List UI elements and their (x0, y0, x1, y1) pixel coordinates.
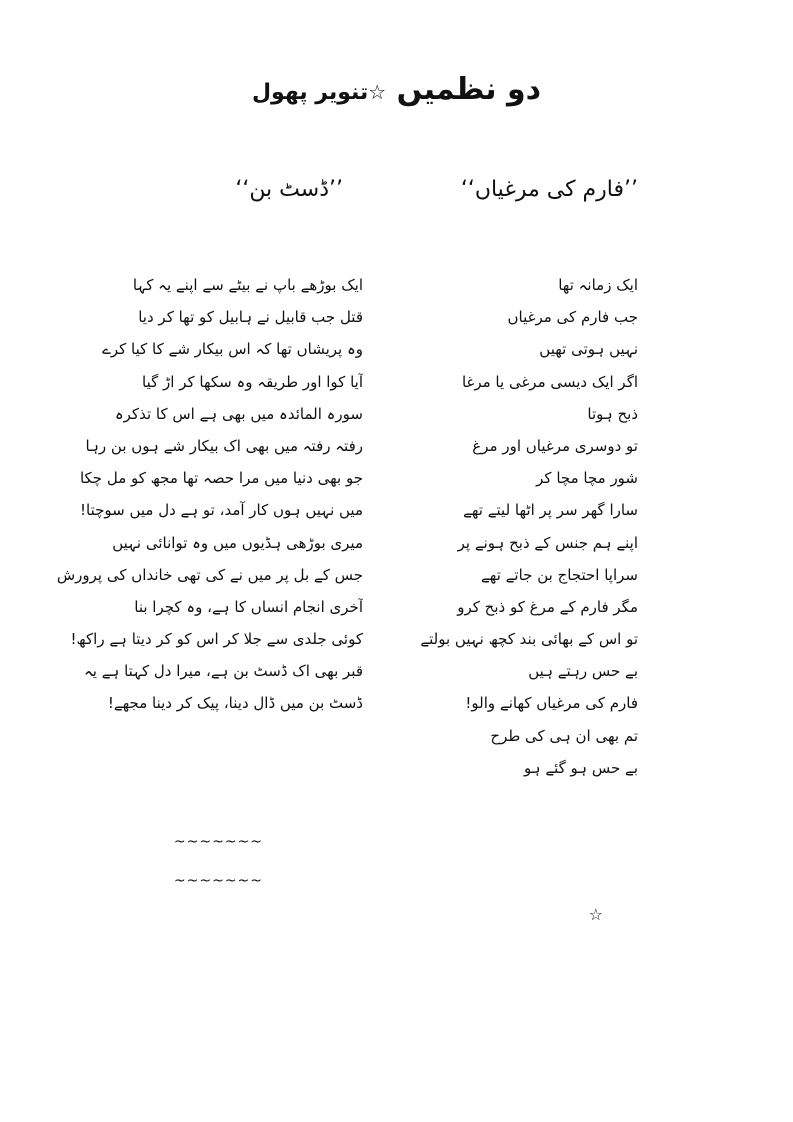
poem-line: میں نہیں ہوں کار آمد، تو ہے دل میں سوچتا! (80, 501, 363, 520)
poem-line: رفتہ رفتہ میں بھی اک بیکار شے ہوں بن رہا (85, 436, 363, 455)
section-separator: ~~~~~~~ (173, 834, 263, 850)
star-icon: ☆ (588, 905, 603, 924)
poem-line: جو بھی دنیا میں مرا حصہ تھا مجھ کو مل چکا (79, 469, 363, 488)
author-name: تنویر پھول (251, 80, 369, 105)
poem-line: بے حس ہو گئے ہو (524, 758, 638, 777)
poem-line: تو اس کے بھائی بند کچھ نہیں بولتے (420, 630, 638, 649)
poem-line: اپنے ہم جنس کے ذبح ہونے پر (457, 533, 638, 552)
poem-line: نہیں ہوتی تھیں (539, 340, 638, 359)
poem-line: سراپا احتجاج بن جاتے تھے (480, 565, 638, 584)
poem-line: سارا گھر سر پر اٹھا لیتے تھے (463, 501, 638, 520)
poem-line: آخری انجام انساں کا ہے، وہ کچرا بنا (134, 597, 363, 616)
poem-line: شور مچا مچا کر (536, 469, 638, 488)
poem-line: فارم کی مرغیاں کھانے والو! (465, 694, 638, 713)
star-icon: ☆ (368, 80, 387, 104)
poem-line: ایک زمانہ تھا (558, 276, 638, 294)
poem-line: مگر فارم کے مرغ کو ذبح کرو (457, 597, 638, 616)
poem-lines (338, 273, 638, 788)
poem-title: ’’فارم کی مرغیاں‘‘ (460, 177, 638, 202)
poem-line: ذبح ہوتا (587, 404, 638, 423)
poem-line: تم بھی ان ہی کی طرح (490, 726, 638, 745)
title-text: دو نظمیں (396, 72, 542, 107)
poem-line: تو دوسری مرغیاں اور مرغ (472, 436, 638, 455)
poem-line: وہ پریشاں تھا کہ اس بیکار شے کا کیا کرے (102, 340, 363, 359)
poem-line: میری بوڑھی ہڈیوں میں وہ توانائی نہیں (112, 533, 363, 552)
poem-line: جب فارم کی مرغیاں (507, 308, 638, 327)
page-title (0, 68, 793, 115)
poem-lines (33, 273, 363, 724)
poem-line: قبر بھی اک ڈسٹ بن ہے، میرا دل کہتا ہے یہ (84, 662, 363, 681)
poem-line: اگر ایک دیسی مرغی یا مرغا (461, 372, 638, 391)
poem-line: آیا کوا اور طریقہ وہ سکھا کر اڑ گیا (142, 372, 363, 391)
poem-title: ’’ڈسٹ بن‘‘ (235, 177, 343, 202)
poem-line: ڈسٹ بن میں ڈال دینا، پیک کر دینا مجھے! (107, 694, 363, 713)
poem-line: جس کے بل پر میں نے کی تھی خانداں کی پرورش (56, 565, 363, 584)
poem-line: کوئی جلدی سے جلا کر اس کو کر دیتا ہے راکھ! (70, 630, 363, 649)
poem-line: بے حس رہتے ہیں (528, 662, 638, 681)
poem-line: قتل جب قابیل نے ہابیل کو تھا کر دیا (138, 308, 363, 327)
poem-line: سورہ المائدہ میں بھی ہے اس کا تذکرہ (114, 404, 363, 423)
poem-line: ایک بوڑھے باپ نے بیٹے سے اپنے یہ کہا (132, 276, 363, 294)
section-separator: ~~~~~~~ (173, 873, 263, 889)
